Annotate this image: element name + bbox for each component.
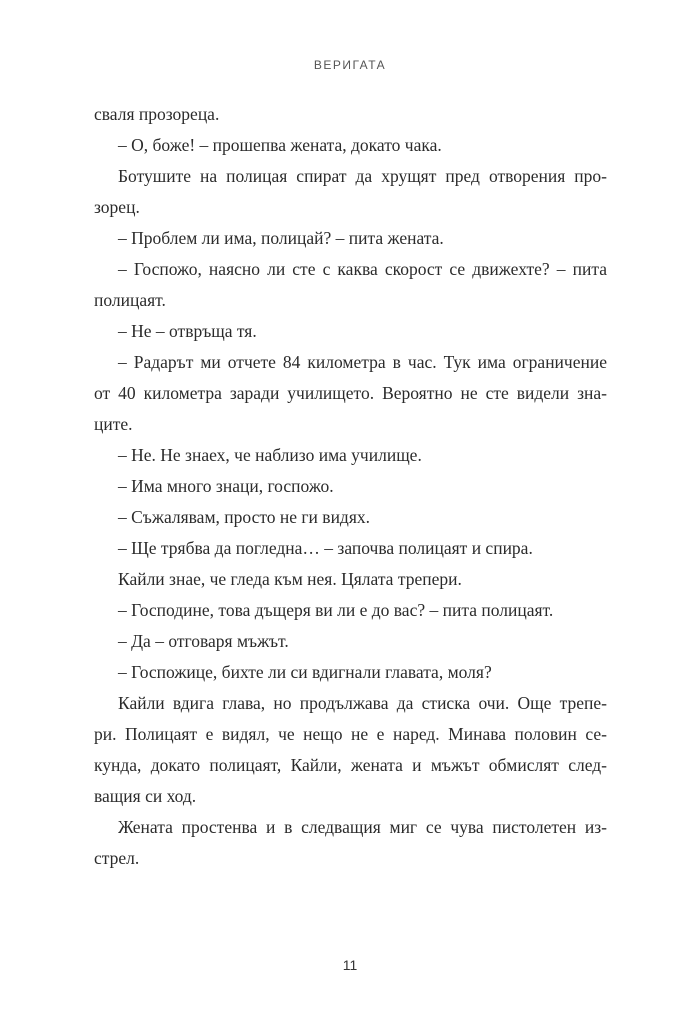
running-head: ВЕРИГАТА [313,58,387,72]
page-number: 11 [342,957,358,973]
text-line: ците. [94,414,133,434]
text-line: стрел. [94,848,140,868]
text-line: – Има много знаци, госпожо. [118,476,334,496]
text-line: сваля прозореца. [94,104,220,124]
text-line: Жената простенва и в следващия миг се чува пистолетен из- [118,817,607,837]
body-text [94,99,607,874]
text-line: – Съжалявам, просто не ги видях. [118,507,371,527]
text-line: кунда, докато полицаят, Кайли, жената и мъжът обмислят след- [94,755,607,775]
text-line: полицаят. [94,290,166,310]
text-line: – Проблем ли има, полицай? – пита жената. [118,228,444,248]
text-line: ващия си ход. [94,786,197,806]
text-line: от 40 километра заради училището. Вероятно не сте видели зна- [94,383,607,403]
text-line: – Господине, това дъщеря ви ли е до вас? – пита полицаят. [118,600,554,620]
text-line: – Не. Не знаех, че наблизо има училище. [118,445,422,465]
text-line: – Госпожо, наясно ли сте с каква скорост се движехте? – пита [118,259,607,279]
text-line: Кайли знае, че гледа към нея. Цялата трепери. [118,569,462,589]
text-line: зорец. [94,197,140,217]
text-line: – Да – отговаря мъжът. [118,631,289,651]
text-line: – Не – отвръща тя. [118,321,257,341]
text-line: ри. Полицаят е видял, че нещо не е наред. Минава половин се- [94,724,607,744]
text-line: – Госпожице, бихте ли си вдигнали главата, моля? [118,662,492,682]
text-line: – Ще трябва да погледна… – започва полицаят и спира. [118,538,533,558]
text-line: Кайли вдига глава, но продължава да стиска очи. Още трепе- [118,693,607,713]
text-line: – Радарът ми отчете 84 километра в час. Тук има ограничение [118,352,607,372]
text-line: – О, боже! – прошепва жената, докато чака. [118,135,442,155]
text-line: Ботушите на полицая спират да хрущят пред отворения про- [118,166,607,186]
